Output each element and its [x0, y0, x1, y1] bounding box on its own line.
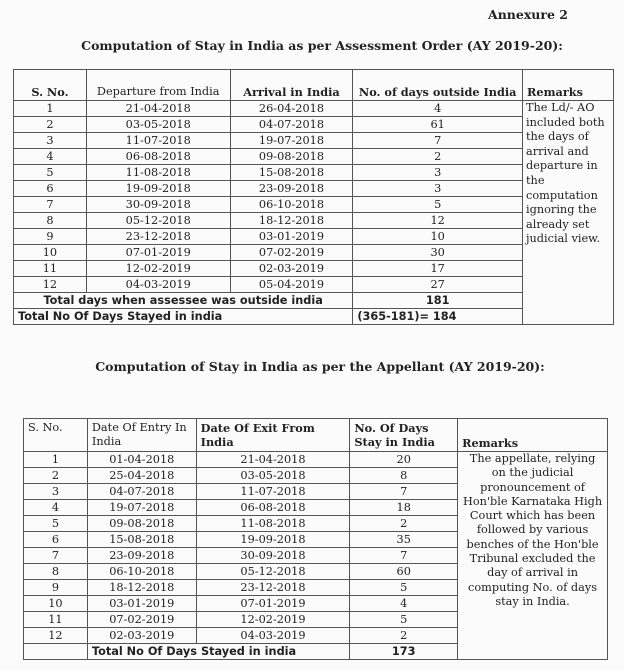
- cell-departure: 23-12-2018: [86, 229, 230, 245]
- cell-sno: 7: [14, 197, 87, 213]
- header-arrival: Arrival in India: [230, 70, 353, 101]
- header-sno: S. No.: [14, 70, 87, 101]
- table-row: [24, 452, 608, 468]
- cell-sno: 6: [24, 532, 88, 548]
- cell-sno: 8: [14, 213, 87, 229]
- cell-entry: 06-10-2018: [87, 564, 196, 580]
- cell-sno: 5: [24, 516, 88, 532]
- cell-days: 7: [350, 548, 458, 564]
- cell-arrival: 04-07-2018: [230, 117, 353, 133]
- assessment-order-table: [13, 69, 614, 325]
- cell-days: 2: [350, 628, 458, 644]
- header-entry: Date Of Entry In India: [87, 419, 196, 452]
- cell-arrival: 06-10-2018: [230, 197, 353, 213]
- cell-days: 20: [350, 452, 458, 468]
- cell-arrival: 18-12-2018: [230, 213, 353, 229]
- cell-departure: 04-03-2019: [86, 277, 230, 293]
- cell-days: 18: [350, 500, 458, 516]
- cell-entry: 02-03-2019: [87, 628, 196, 644]
- cell-sno: 4: [14, 149, 87, 165]
- total-stayed-value: (365-181)= 184: [353, 309, 523, 325]
- cell-sno: 12: [14, 277, 87, 293]
- cell-sno: 1: [14, 101, 87, 117]
- appellant-table: [23, 418, 608, 660]
- cell-sno: 11: [24, 612, 88, 628]
- header-remarks: Remarks: [523, 70, 614, 101]
- cell-days: 35: [350, 532, 458, 548]
- cell-entry: 25-04-2018: [87, 468, 196, 484]
- table-header-row: [14, 70, 614, 101]
- cell-sno: 9: [14, 229, 87, 245]
- cell-days: 7: [350, 484, 458, 500]
- cell-arrival: 02-03-2019: [230, 261, 353, 277]
- remarks-cell: The Ld/- AO included both the days of arrival and departure in the computation ignoring the already set judicial view.: [523, 101, 614, 325]
- cell-days: 5: [350, 612, 458, 628]
- cell-exit: 19-09-2018: [196, 532, 350, 548]
- cell-days: 30: [353, 245, 523, 261]
- cell-departure: 03-05-2018: [86, 117, 230, 133]
- cell-days: 5: [353, 197, 523, 213]
- cell-exit: 03-05-2018: [196, 468, 350, 484]
- cell-entry: 01-04-2018: [87, 452, 196, 468]
- cell-arrival: 09-08-2018: [230, 149, 353, 165]
- header-sno: S. No.: [24, 419, 88, 452]
- cell-entry: 15-08-2018: [87, 532, 196, 548]
- cell-sno: 7: [24, 548, 88, 564]
- cell-days: 4: [353, 101, 523, 117]
- annexure-label: Annexure 2: [488, 7, 568, 22]
- cell-exit: 07-01-2019: [196, 596, 350, 612]
- cell-days: 7: [353, 133, 523, 149]
- cell-entry: 07-02-2019: [87, 612, 196, 628]
- total-label: Total No Of Days Stayed in india: [87, 644, 349, 660]
- header-days-stay: No. Of Days Stay in India: [350, 419, 458, 452]
- cell-arrival: 19-07-2018: [230, 133, 353, 149]
- total-value: 173: [350, 644, 458, 660]
- cell-sno: 2: [24, 468, 88, 484]
- appellant-title: Computation of Stay in India as per the Appellant (AY 2019-20):: [95, 359, 545, 374]
- cell-days: 8: [350, 468, 458, 484]
- cell-arrival: 05-04-2019: [230, 277, 353, 293]
- cell-days: 17: [353, 261, 523, 277]
- cell-exit: 11-08-2018: [196, 516, 350, 532]
- header-departure: Departure from India: [86, 70, 230, 101]
- cell-departure: 11-08-2018: [86, 165, 230, 181]
- cell-arrival: 15-08-2018: [230, 165, 353, 181]
- header-exit: Date Of Exit From India: [196, 419, 350, 452]
- cell-days: 61: [353, 117, 523, 133]
- cell-departure: 12-02-2019: [86, 261, 230, 277]
- cell-entry: 19-07-2018: [87, 500, 196, 516]
- cell-sno: 4: [24, 500, 88, 516]
- cell-days: 2: [353, 149, 523, 165]
- total-stayed-label: Total No Of Days Stayed in india: [14, 309, 353, 325]
- cell-entry: 18-12-2018: [87, 580, 196, 596]
- cell-departure: 21-04-2018: [86, 101, 230, 117]
- header-days-outside: No. of days outside India: [353, 70, 523, 101]
- cell-arrival: 26-04-2018: [230, 101, 353, 117]
- cell-sno: 3: [24, 484, 88, 500]
- cell-departure: 06-08-2018: [86, 149, 230, 165]
- cell-days: 3: [353, 165, 523, 181]
- cell-arrival: 07-02-2019: [230, 245, 353, 261]
- cell-sno: 5: [14, 165, 87, 181]
- cell-sno: 11: [14, 261, 87, 277]
- total-outside-value: 181: [353, 293, 523, 309]
- cell-entry: 09-08-2018: [87, 516, 196, 532]
- cell-exit: 12-02-2019: [196, 612, 350, 628]
- cell-days: 5: [350, 580, 458, 596]
- cell-days: 3: [353, 181, 523, 197]
- cell-entry: 23-09-2018: [87, 548, 196, 564]
- cell-exit: 23-12-2018: [196, 580, 350, 596]
- remarks-cell: The appellate, relying on the judicial pronouncement of Hon'ble Karnataka High Court which has been followed by various benches of the Hon'ble Tribunal excluded the day of arrival in computing No. of days stay in India.: [458, 452, 608, 660]
- cell-sno: 9: [24, 580, 88, 596]
- cell-exit: 11-07-2018: [196, 484, 350, 500]
- cell-arrival: 23-09-2018: [230, 181, 353, 197]
- cell-exit: 06-08-2018: [196, 500, 350, 516]
- cell-days: 10: [353, 229, 523, 245]
- cell-entry: 04-07-2018: [87, 484, 196, 500]
- cell-exit: 30-09-2018: [196, 548, 350, 564]
- cell-sno: 3: [14, 133, 87, 149]
- cell-sno: 10: [14, 245, 87, 261]
- cell-arrival: 03-01-2019: [230, 229, 353, 245]
- cell-exit: 21-04-2018: [196, 452, 350, 468]
- assessment-order-title: Computation of Stay in India as per Assessment Order (AY 2019-20):: [81, 38, 563, 53]
- cell-departure: 05-12-2018: [86, 213, 230, 229]
- cell-days: 60: [350, 564, 458, 580]
- header-remarks: Remarks: [458, 419, 608, 452]
- cell-sno: 12: [24, 628, 88, 644]
- table-header-row: [24, 419, 608, 452]
- cell-departure: 19-09-2018: [86, 181, 230, 197]
- cell-departure: 30-09-2018: [86, 197, 230, 213]
- cell-days: 2: [350, 516, 458, 532]
- total-outside-label: Total days when assessee was outside india: [14, 293, 353, 309]
- cell-sno: 8: [24, 564, 88, 580]
- cell-exit: 05-12-2018: [196, 564, 350, 580]
- cell-days: 27: [353, 277, 523, 293]
- cell-sno: 10: [24, 596, 88, 612]
- cell-days: 12: [353, 213, 523, 229]
- cell-sno: 6: [14, 181, 87, 197]
- table-row: [14, 101, 614, 117]
- cell-days: 4: [350, 596, 458, 612]
- cell-departure: 07-01-2019: [86, 245, 230, 261]
- cell-departure: 11-07-2018: [86, 133, 230, 149]
- cell-entry: 03-01-2019: [87, 596, 196, 612]
- cell-sno: 2: [14, 117, 87, 133]
- total-empty-cell: [24, 644, 88, 660]
- cell-exit: 04-03-2019: [196, 628, 350, 644]
- cell-sno: 1: [24, 452, 88, 468]
